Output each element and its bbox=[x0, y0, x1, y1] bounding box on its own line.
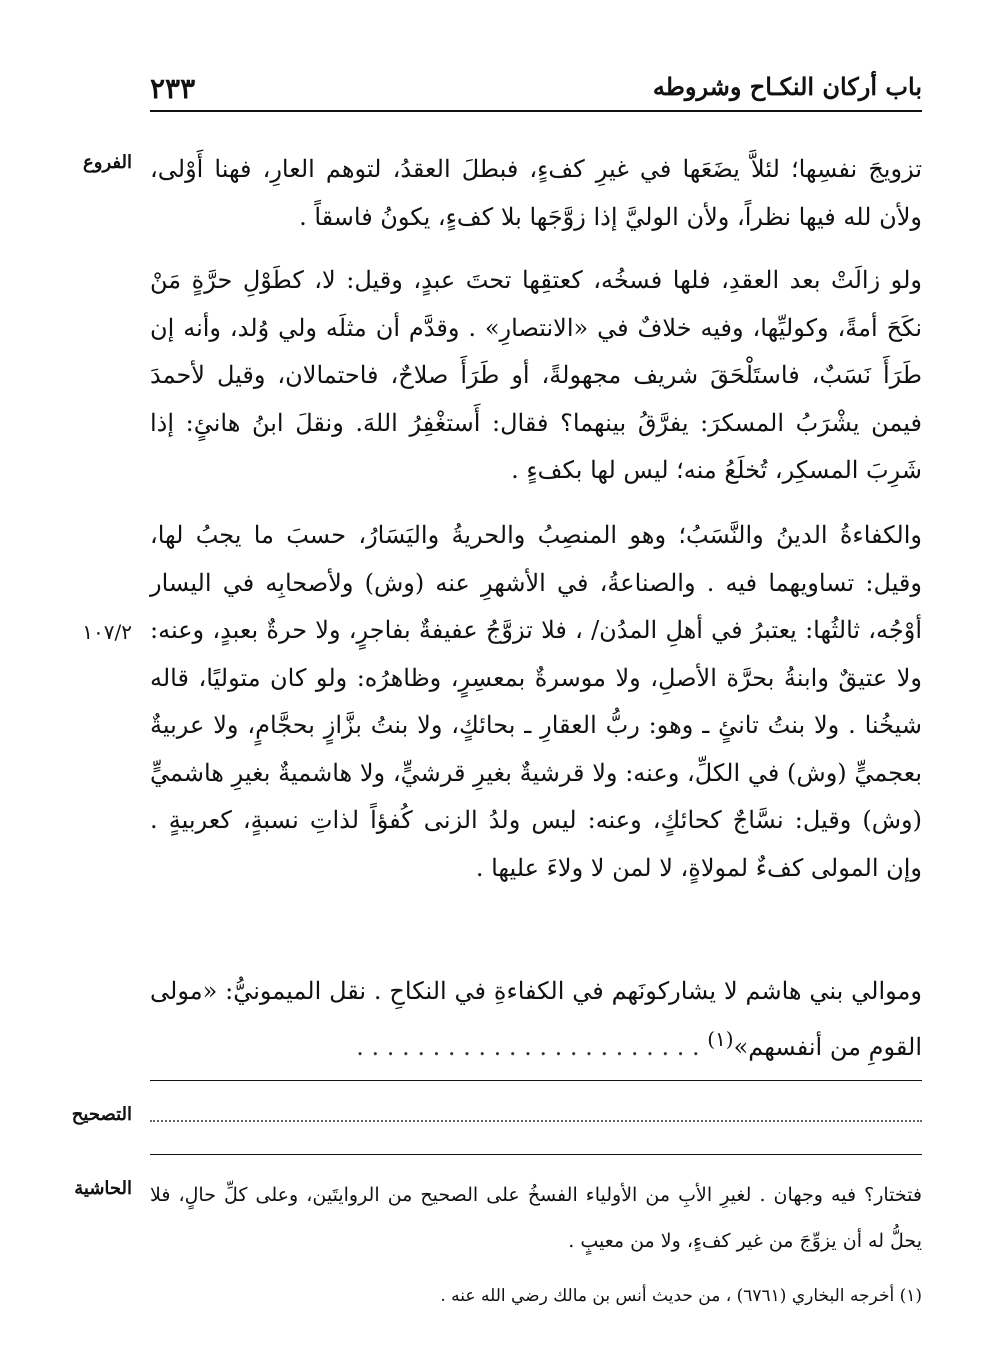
margin-volume-page-ref: ١٠٧/٢ bbox=[82, 620, 132, 644]
margin-label-furu: الفروع bbox=[83, 152, 132, 173]
page-number: ٢٣٣ bbox=[150, 72, 196, 105]
main-paragraph-3: والكفاءةُ الدينُ والنَّسَبُ؛ وهو المنصِبُ والحريةُ واليَسَارُ، حسبَ ما يجبُ لها، وقيل: تساويهما فيه . والصناعةُ، في الأشهرِ عنه (وش) ولأصحابِه في اليسار أوْجُه، ثالثُها: يعتبرُ في أهلِ المدُن/ ، فلا تزوَّجُ عفيفةٌ بفاجرٍ، ولا حرةٌ بعبدٍ، وعنه: ولا عتيقٌ وابنةُ بحرَّة الأصلِ، ولا موسرةٌ بمعسِرٍ، وظاهرُه: ولو كان متوليًا، قاله شيخُنا . ولا بنتُ تانئٍ ـ وهو: ربُّ العقارِ ـ بحائكٍ، ولا بنتُ بزَّازٍ بحجَّامٍ، ولا عربيةٌ بعجميٍّ (وش) في الكلِّ، وعنه: ولا قرشيةٌ بغيرِ قرشيٍّ، ولا هاشميةٌ بغيرِ هاشميٍّ (وش) وقيل: نسَّاجٌ كحائكٍ، وعنه: ليس ولدُ الزنى كُفؤاً لذاتِ نسبةٍ، كعربيةٍ . وإن المولى كفءٌ لمولاةٍ، لا لمن لا ولاءَ عليها . bbox=[150, 521, 922, 882]
section-rule-bottom bbox=[150, 1154, 922, 1155]
margin-label-hashiya: الحاشية bbox=[74, 1178, 132, 1199]
ellipsis-dots: . . . . . . . . . . . . . . . . . . . . . . . bbox=[356, 1032, 700, 1061]
section-rule-top bbox=[150, 1080, 922, 1081]
running-header bbox=[150, 70, 922, 110]
main-paragraph-1: تزويجَ نفسِها؛ لئلاَّ يضَعَها في غيرِ كفءٍ، فبطلَ العقدُ، لتوهم العارِ، فهنا أَوْلى، ولأن لله فيها نظراً، ولأن الوليَّ إذا زوَّجَها بلا كفءٍ، يكونُ فاسقاً . bbox=[150, 155, 922, 231]
margin-label-tashih: التصحيح bbox=[71, 1104, 132, 1125]
paragraph-4-text: وموالي بني هاشم لا يشاركونَهم في الكفاءةِ في النكاحِ . نقل الميمونيُّ: «مولى القومِ من أنفسهم» bbox=[150, 977, 922, 1061]
main-paragraph-2: ولو زالَتْ بعد العقدِ، فلها فسخُه، كعتقِها تحتَ عبدٍ، وقيل: لا، كطَوْلِ حرَّةٍ مَنْ نكَحَ أمةً، وكوليِّها، وفيه خلافٌ في «الانتصارِ» . وقدَّم أن مثلَه ولي وُلد، وأنه إن طَرَأَ نَسَبٌ، فاستَلْحَقَ شريف مجهولةً، أو طَرَأَ صلاحٌ، فاحتمالان، وقيل لأحمدَ فيمن يشْرَبُ المسكرَ: يفرَّقُ بينهما؟ فقال: أَستغْفِرُ اللهَ. ونقلَ ابنُ هانئٍ: إذا شَرِبَ المسكِر، تُخلَعُ منه؛ ليس لها بكفءٍ . bbox=[150, 266, 922, 484]
hashiya-text: فتختار؟ فيه وجهان . لغيرِ الأبِ من الأولياء الفسخُ على الصحيح من الروايتَين، وعلى كلِّ حالٍ، فلا يحلُّ له أن يزوِّجَ من غير كفءٍ، ولا من معيبٍ . bbox=[150, 1184, 922, 1252]
header-rule bbox=[150, 110, 922, 112]
chapter-title: باب أركان النكـاح وشروطه bbox=[652, 72, 922, 101]
footnote-text: (١) أخرجه البخاري (٦٧٦١) ، من حديث أنس بن مالك رضي الله عنه . bbox=[440, 1286, 922, 1306]
main-paragraph-4 bbox=[150, 968, 922, 1071]
tashih-dotted-line bbox=[150, 1120, 922, 1122]
footnote-marker: (١) bbox=[707, 1026, 734, 1051]
